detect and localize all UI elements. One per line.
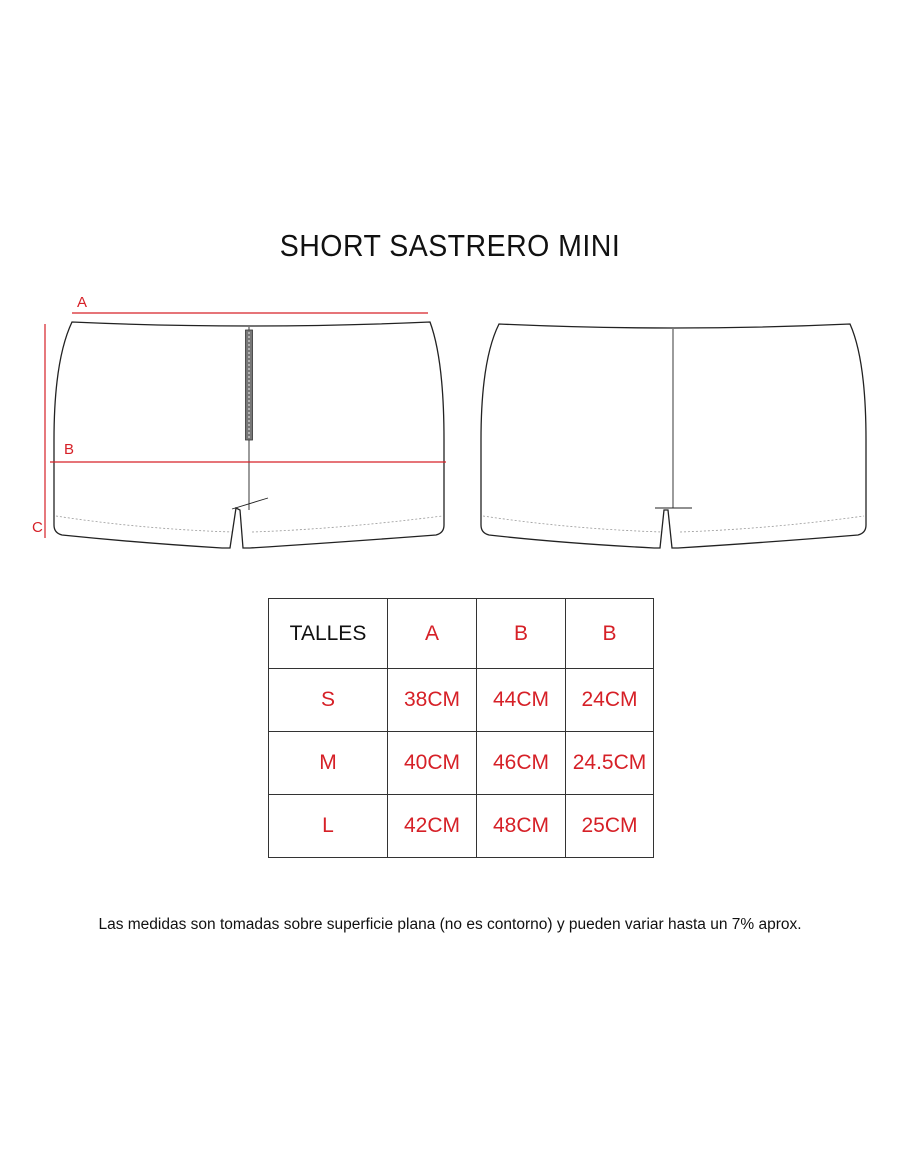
front-crotch-stitch — [232, 498, 268, 509]
table-row — [269, 669, 654, 732]
table-header-row — [269, 599, 654, 669]
zipper-icon — [246, 330, 253, 440]
measurement-note: Las medidas son tomadas sobre superficie plana (no es contorno) y pueden variar hasta un 7% aprox. — [98, 916, 802, 933]
measure-cell: 24CM — [566, 669, 654, 732]
page-title: SHORT SASTRERO MINI — [279, 228, 621, 263]
size-table — [268, 598, 654, 858]
front-hem-stitch — [56, 516, 442, 532]
size-cell: M — [269, 732, 388, 795]
measure-cell: 25CM — [566, 795, 654, 858]
measure-cell: 38CM — [388, 669, 477, 732]
size-cell: L — [269, 795, 388, 858]
table-row — [269, 795, 654, 858]
shorts-diagram — [0, 0, 900, 580]
measure-a-label: A — [77, 294, 88, 311]
size-cell: S — [269, 669, 388, 732]
table-header-cell: B — [477, 599, 566, 669]
table-row — [269, 732, 654, 795]
measure-c-label: C — [32, 519, 43, 536]
measure-cell: 44CM — [477, 669, 566, 732]
back-outline — [481, 324, 866, 548]
back-hem-stitch — [483, 516, 864, 532]
measure-cell: 48CM — [477, 795, 566, 858]
measure-cell: 24.5CM — [566, 732, 654, 795]
measure-cell: 46CM — [477, 732, 566, 795]
measure-cell: 42CM — [388, 795, 477, 858]
measure-cell: 40CM — [388, 732, 477, 795]
back-shorts-drawing — [481, 324, 866, 548]
table-header-cell: TALLES — [269, 599, 388, 669]
table-header-cell: A — [388, 599, 477, 669]
table-header-cell: B — [566, 599, 654, 669]
measure-b-label: B — [64, 441, 75, 458]
